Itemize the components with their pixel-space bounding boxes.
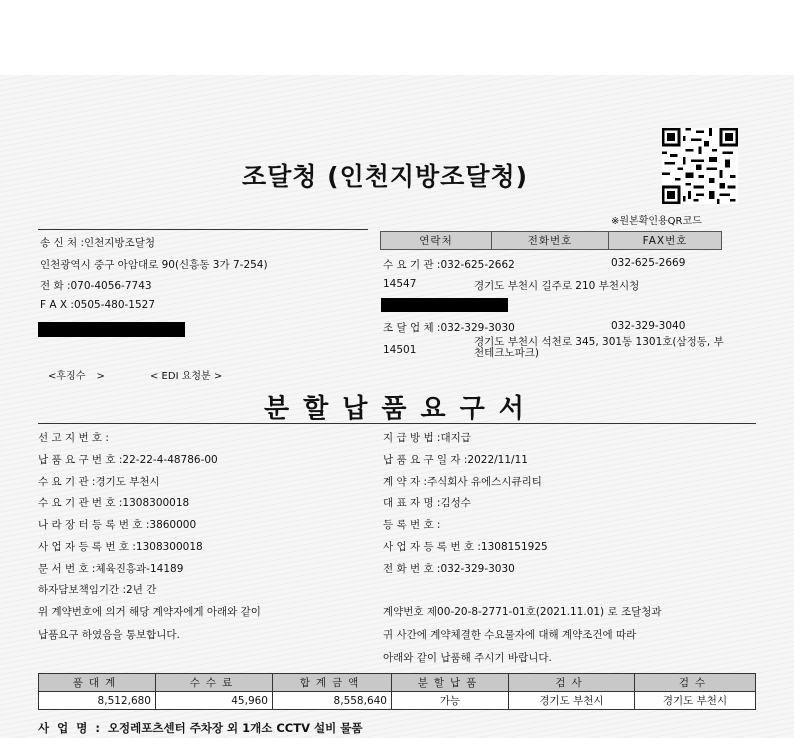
field-koneps-number: 나 라 장 터 등 록 번 호 :3860000 (38, 519, 197, 531)
value-inspection: 경기도 부천시 (509, 692, 635, 710)
notice-left-line: 위 계약번호에 의거 해당 계약자에게 아래와 같이 (38, 606, 261, 618)
phone-header: 전화번호 (492, 232, 609, 250)
field-registration-number: 등 록 번 호 : (383, 519, 441, 531)
qr-code-icon (662, 128, 738, 204)
field-contractor-phone: 전 화 번 호 :032-329-3030 (383, 563, 515, 575)
supplier-fax: 032-329-3040 (611, 320, 686, 332)
sender-label: 송 신 처 :인천지방조달청 (40, 237, 155, 249)
supplier-zip: 14501 (383, 344, 417, 356)
fax-header: FAX번호 (609, 232, 722, 250)
redaction-bar (38, 322, 185, 337)
business-name: 사 업 명 : 오정레포츠센터 주차장 외 1개소 CCTV 설비 물품 (38, 721, 363, 735)
header-split-delivery: 분할납품 (392, 674, 509, 692)
value-total-amount: 8,558,640 (273, 692, 392, 710)
qr-caption: ※원본확인용QR코드 (611, 216, 702, 227)
sender-address: 인천광역시 중구 아암대로 90(신흥동 3가 7-254) (40, 259, 268, 271)
field-request-number: 납 품 요 구 번 호 :22-22-4-48786-00 (38, 454, 218, 466)
header-product-total: 품대계 (39, 674, 156, 692)
notice-right-line: 아래와 같이 납품해 주시기 바랍니다. (383, 652, 552, 664)
demand-agency-address: 경기도 부천시 길주로 210 부천시청 (474, 280, 640, 292)
sender-fax: F A X :0505-480-1527 (40, 299, 156, 311)
document-title: 분할납품요구서 (264, 394, 538, 424)
header-acceptance: 검수 (635, 674, 756, 692)
header-fee: 수수료 (156, 674, 273, 692)
field-contractor-business-number: 사 업 자 등 록 번 호 :1308151925 (383, 541, 548, 553)
notice-right-line: 귀 사간에 계약체결한 수요물자에 대해 계약조건에 따라 (383, 629, 637, 641)
field-request-date: 납 품 요 구 일 자 :2022/11/11 (383, 454, 528, 466)
notice-right-line: 계약번호 제00-20-8-2771-01호(2021.11.01) 로 조달청과 (383, 606, 662, 618)
field-contractor: 계 약 자 :주식회사 유에스시큐리티 (383, 476, 542, 488)
field-representative: 대 표 자 명 :김성수 (383, 497, 471, 509)
contact-table-header (380, 231, 722, 250)
demand-agency-zip: 14547 (383, 278, 417, 290)
value-split-delivery: 가능 (392, 692, 509, 710)
edi-tag: < EDI 요청분 > (150, 371, 223, 382)
agency-title: 조달청 (인천지방조달청) (242, 162, 529, 191)
supplier-address: 경기도 부천시 석천로 345, 301동 1301호(삼정동, 부천테크노파크) (474, 336, 724, 359)
field-payment-method: 지 급 방 법 :대지급 (383, 432, 471, 444)
field-warranty-period: 하자담보책임기간 :2년 간 (38, 584, 157, 596)
summary-table (38, 673, 756, 710)
field-notice-number: 선 고 지 번 호 : (38, 432, 109, 444)
header-total-amount: 합계금액 (273, 674, 392, 692)
value-product-total: 8,512,680 (39, 692, 156, 710)
contact-header: 연락처 (381, 232, 492, 250)
value-fee: 45,960 (156, 692, 273, 710)
sender-phone: 전 화 :070-4056-7743 (40, 280, 152, 292)
demand-agency-fax: 032-625-2669 (611, 257, 686, 269)
field-business-number: 사 업 자 등 록 번 호 :1308300018 (38, 541, 203, 553)
notice-left-line: 납품요구 하였음을 통보합니다. (38, 629, 180, 641)
header-inspection: 검사 (509, 674, 635, 692)
value-acceptance: 경기도 부천시 (635, 692, 756, 710)
field-demand-agency: 수 요 기 관 :경기도 부천시 (38, 476, 160, 488)
demand-agency-label: 수 요 기 관 :032-625-2662 (383, 259, 515, 271)
divider (38, 229, 368, 230)
field-agency-number: 수 요 기 관 번 호 :1308300018 (38, 497, 190, 509)
redaction-bar (381, 298, 508, 312)
post-collection-tag: <후징수 > (48, 371, 105, 382)
field-document-number: 문 서 번 호 :체육진흥과-14189 (38, 563, 184, 575)
divider (38, 423, 756, 424)
supplier-label: 조 달 업 체 :032-329-3030 (383, 322, 515, 334)
